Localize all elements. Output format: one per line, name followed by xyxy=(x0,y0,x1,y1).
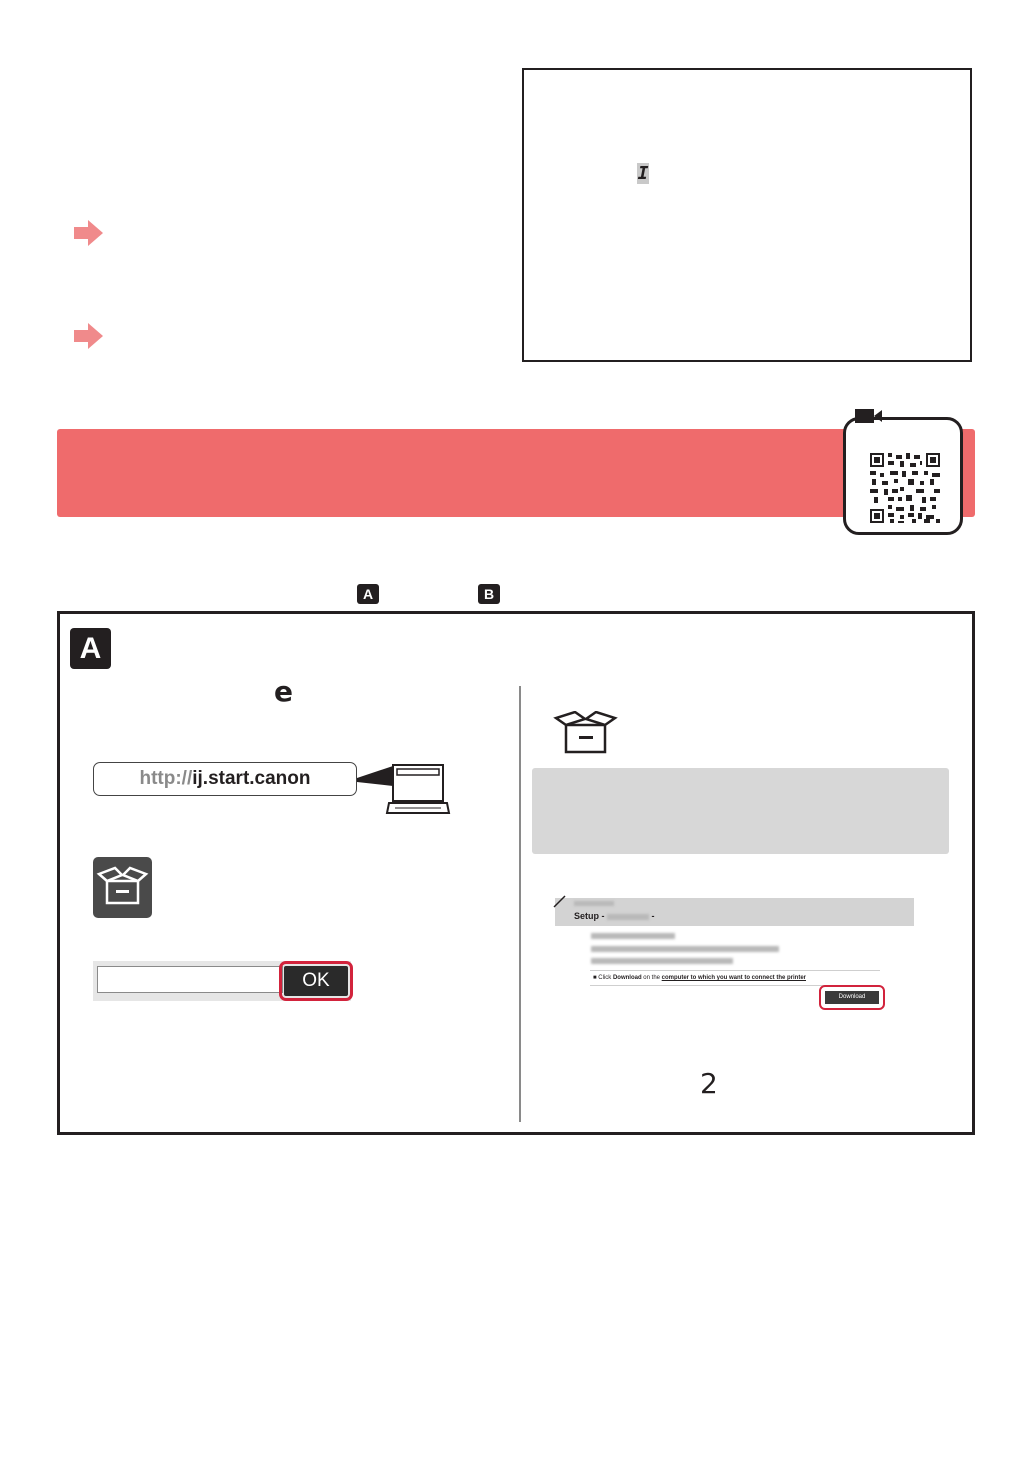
setup-box-icon xyxy=(553,711,619,755)
screenshot-corner-icon xyxy=(553,894,567,908)
setup-app-icon[interactable] xyxy=(93,857,152,918)
blurred-text-line xyxy=(591,946,779,952)
url-host: ij.start.canon xyxy=(192,768,311,789)
ok-button[interactable]: OK xyxy=(284,966,348,996)
blurred-model-name xyxy=(574,901,614,906)
setup-box-icon xyxy=(93,857,152,918)
edge-browser-icon: e xyxy=(274,675,293,708)
screenshot-instruction: ■ Click Download on the computer to which you want to connect the printer xyxy=(593,975,806,981)
note-box xyxy=(522,68,972,362)
screenshot-title: Setup - - xyxy=(574,911,655,921)
laptop-icon xyxy=(355,762,451,818)
section-banner xyxy=(57,429,975,517)
right-arrow-icon xyxy=(72,322,104,350)
qr-code-frame[interactable] xyxy=(843,417,963,535)
step-number: 2 xyxy=(700,1067,718,1100)
qr-code-icon xyxy=(846,420,960,532)
right-arrow-icon xyxy=(72,219,104,247)
url-field[interactable] xyxy=(93,762,357,796)
video-camera-icon xyxy=(854,408,884,424)
download-button-highlight xyxy=(819,985,885,1010)
column-divider xyxy=(519,686,521,1122)
option-badge-b: B xyxy=(478,584,500,604)
blurred-os-name xyxy=(607,914,649,920)
entry-field[interactable] xyxy=(97,966,283,993)
download-button[interactable]: Download xyxy=(825,991,879,1004)
option-badge-a: A xyxy=(357,584,379,604)
url-protocol: http:// xyxy=(139,768,193,789)
panel-a xyxy=(57,611,975,1135)
ok-button-highlight xyxy=(279,961,353,1001)
screenshot-rule xyxy=(590,970,880,971)
panel-badge-a: A xyxy=(70,628,111,669)
lcd-display-glyph: I xyxy=(637,163,649,184)
blurred-text-line xyxy=(591,933,675,939)
grey-note-box xyxy=(532,768,949,854)
blurred-text-line xyxy=(591,958,733,964)
